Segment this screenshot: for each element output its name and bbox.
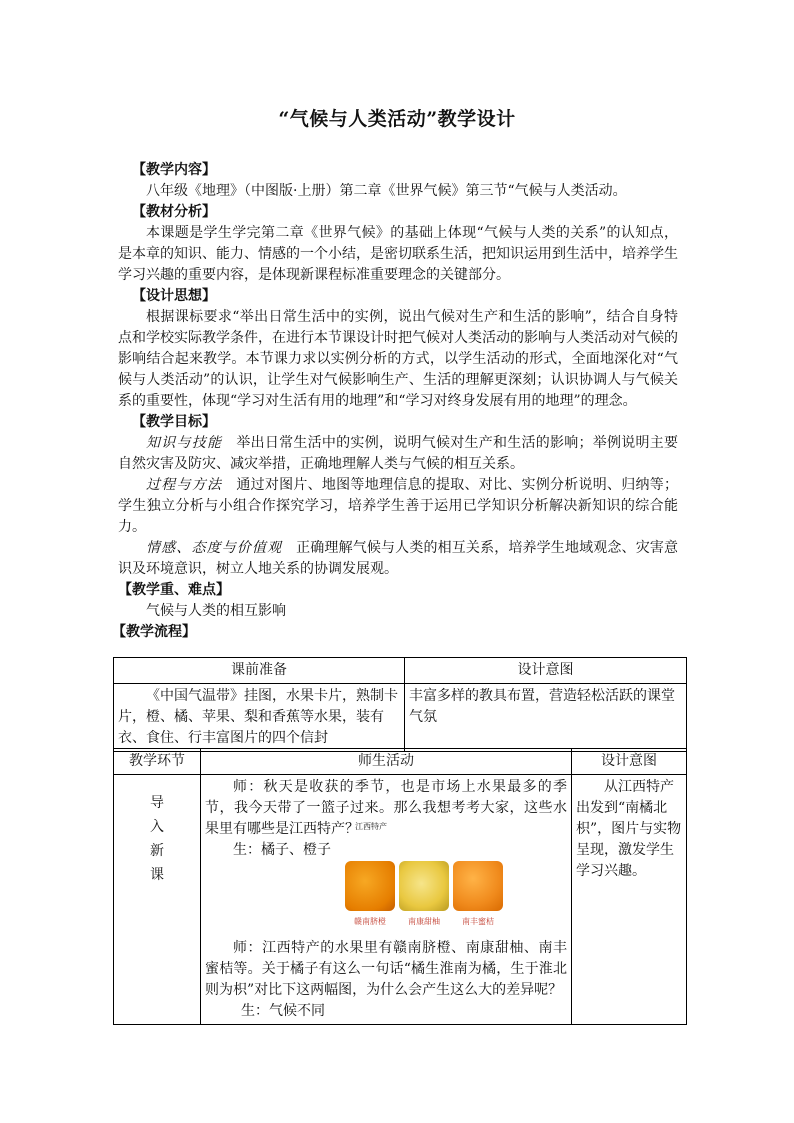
stage-cell [114, 775, 201, 1025]
tangerine-image [453, 861, 503, 911]
teacher-followup: 师：江西特产的水果里有赣南脐橙、南康甜柚、南丰蜜桔等。关于橘子有这么一句话“橘生淮南为橘，生于淮北则为枳”对比下这两幅图，为什么会产生这么大的差异呢？ [205, 940, 567, 998]
page-title: “气候与人类活动”教学设计 [278, 108, 516, 130]
stage-char: 新 [150, 843, 164, 859]
stage-header: 教学环节 [114, 749, 201, 775]
stage-char: 课 [150, 867, 164, 883]
fruit-image [345, 861, 567, 911]
goal-knowledge-label: 知识与技能 [146, 435, 223, 451]
section-heading-idea: 【设计思想】 [132, 288, 216, 304]
activity-cell [201, 775, 572, 1025]
goal-process-label: 过程与方法 [146, 477, 223, 493]
analysis-text: 本课题是学生学完第二章《世界气候》的基础上体现“气候与人类的关系”的认知点，是本章的知识、能力、情感的一个小结，是密切联系生活，把知识运用到生活中，培养学生学习兴趣的重要内容，是体现新课程标准重要理念的关键部分。 [118, 225, 678, 283]
student-conclusion: 生：气候不同 [241, 1003, 325, 1019]
section-heading-goal: 【教学目标】 [132, 414, 216, 430]
pomelo-image [399, 861, 449, 911]
fruit-captions [345, 911, 567, 932]
goal-emotion [118, 538, 678, 580]
goal-knowledge-text: 举出日常生活中的实例，说明气候对生产和生活的影响；举例说明主要自然灾害及防灾、减灾举措，正确地理解人类与气候的相互关系。 [118, 435, 679, 472]
student-answer: 生：橘子、橙子 [233, 842, 331, 858]
prep-intent: 丰富多样的教具布置，营造轻松活跃的课堂气氛 [405, 684, 687, 752]
section-heading-analysis: 【教材分析】 [132, 204, 216, 220]
teacher-question: 师：秋天是收获的季节，也是市场上水果最多的季节，我今天带了一篮子过来。那么我想考考大家，这些水果里有哪些是江西特产？ [205, 779, 567, 837]
prep-intent-header: 设计意图 [405, 658, 687, 684]
goal-process [118, 475, 678, 538]
goal-emotion-text: 正确理解气候与人类的相互关系，培养学生地域观念、灾害意识及环境意识，树立人地关系的协调发展观。 [118, 540, 678, 577]
stage-char: 入 [150, 819, 164, 835]
caption-tangerine: 南丰蜜桔 [462, 917, 494, 926]
answer-with-image [205, 822, 567, 932]
intent-header: 设计意图 [572, 749, 687, 775]
prep-content: 《中国气温带》挂图，水果卡片，熟制卡片，橙、橘、苹果、梨和香蕉等水果，装有衣、食住、行丰富图片的四个信封 [114, 684, 405, 752]
content-text: 八年级《地理》（中图版·上册）第二章《世界气候》第三节“气候与人类活动。 [146, 183, 627, 199]
prep-table [113, 657, 687, 752]
stage-char: 导 [150, 795, 164, 811]
goal-process-text: 通过对图片、地图等地理信息的提取、对比、实例分析说明、归纳等；学生独立分析与小组合作探究学习，培养学生善于运用已学知识分析解决新知识的综合能力。 [118, 477, 679, 535]
goal-emotion-label: 情感、态度与价值观 [146, 540, 283, 556]
activity-header: 师生活动 [201, 749, 572, 775]
section-heading-content: 【教学内容】 [132, 162, 216, 178]
caption-pomelo: 南康甜柚 [408, 917, 440, 926]
key-text: 气候与人类的相互影响 [146, 603, 286, 619]
document-body [112, 160, 679, 643]
idea-text: 根据课标要求“举出日常生活中的实例，说出气候对生产和生活的影响”，结合自身特点和学校实际教学条件，在进行本节课设计时把气候对人类活动的影响与人类活动对气候的影响结合起来教学。本节课力求以实例分析的方式，以学生活动的形式，全面地深化对“气候与人类活动”的认识，让学生对气候影响生产、生活的理解更深刻；认识协调人与气候关系的重要性，体现“学习对生活有用的地理”和“学习对终身发展有用的地理”的理念。 [118, 309, 678, 409]
prep-header: 课前准备 [114, 658, 405, 684]
intent-cell: 从江西特产出发到“南橘北枳”，图片与实物呈现，激发学生学习兴趣。 [572, 775, 687, 1025]
navel-orange-image [345, 861, 395, 911]
section-heading-key: 【教学重、难点】 [118, 582, 230, 598]
image-title: 江西特产 [355, 822, 387, 831]
caption-navel-orange: 赣南脐橙 [354, 917, 386, 926]
goal-knowledge [118, 433, 678, 475]
section-heading-flow: 【教学流程】 [112, 624, 196, 640]
flow-table [113, 748, 687, 1025]
